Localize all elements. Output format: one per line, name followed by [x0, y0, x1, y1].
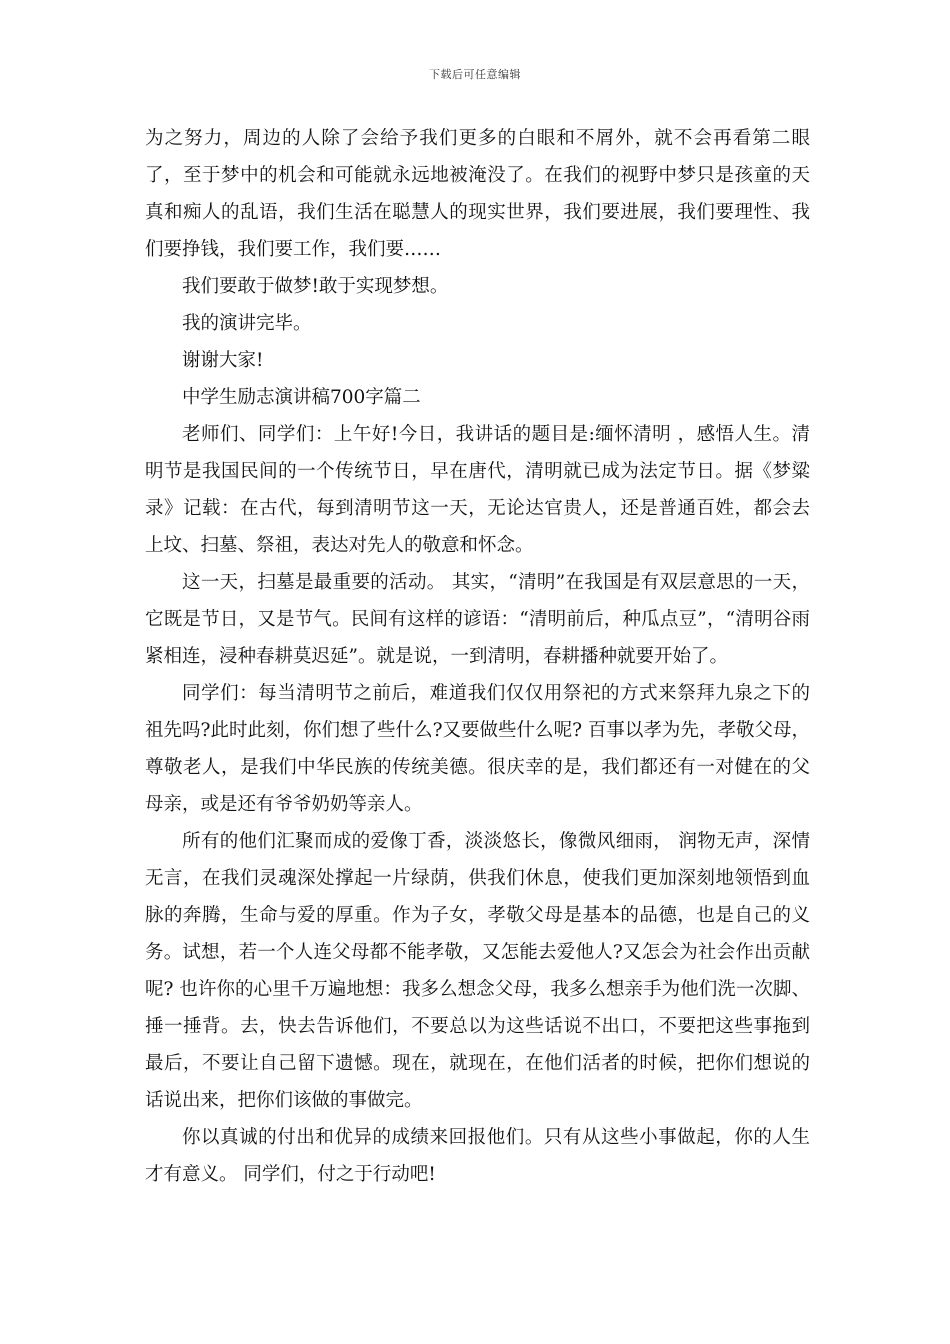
paragraph-continuation: 为之努力，周边的人除了会给予我们更多的白眼和不屑外，就不会再看第二眼了，至于梦中的机会和可能就永远地被淹没了。在我们的视野中梦只是孩童的天真和痴人的乱语，我们生活在聪慧人的现实世界，我们要进展，我们要理性、我们要挣钱，我们要工作，我们要……: [145, 128, 810, 260]
paragraph: 你以真诚的付出和优异的成绩来回报他们。只有从这些小事做起，你的人生才有意义。 同学们，付之于行动吧!: [145, 1127, 810, 1185]
paragraph: 谢谢大家!: [182, 350, 264, 371]
paragraph: 我们要敢于做梦!敢于实现梦想。: [182, 276, 449, 297]
paragraph: 这一天，扫墓是最重要的活动。 其实，“清明”在我国是有双层意思的一天，它既是节日，又是节气。民间有这样的谚语：“清明前后，种瓜点豆”，“清明谷雨紧相连，浸种春耕莫迟延”。就是说，一到清明，春耕播种就要开始了。: [145, 572, 810, 667]
header-note: 下载后可任意编辑: [429, 68, 521, 81]
paragraph: 同学们：每当清明节之前后，难道我们仅仅用祭祀的方式来祭拜九泉之下的祖先吗?此时此刻，你们想了些什么?又要做些什么呢? 百事以孝为先，孝敬父母，尊敬老人，是我们中华民族的传统美德。很庆幸的是，我们都还有一对健在的父母亲，或是还有爷爷奶奶等亲人。: [145, 683, 810, 815]
document-body: [145, 120, 810, 1193]
paragraph: 我的演讲完毕。: [182, 313, 312, 334]
paragraph: 老师们、同学们：上午好!今日，我讲话的题目是:缅怀清明 ，感悟人生。清明节是我国民间的一个传统节日，早在唐代，清明就已成为法定节日。据《梦粱录》记载：在古代，每到清明节这一天，无论达官贵人，还是普通百姓，都会去上坟、扫墓、祭祖，表达对先人的敬意和怀念。: [145, 424, 810, 556]
paragraph: 所有的他们汇聚而成的爱像丁香，淡淡悠长，像微风细雨， 润物无声，深情无言，在我们灵魂深处撑起一片绿荫，供我们休息，使我们更加深刻地领悟到血脉的奔腾，生命与爱的厚重。作为子女，孝敬父母是基本的品德，也是自己的义务。试想，若一个人连父母都不能孝敬，又怎能去爱他人?又怎会为社会作出贡献呢? 也许你的心里千万遍地想：我多么想念父母，我多么想亲手为他们洗一次脚、捶一捶背。去，快去告诉他们，不要总以为这些话说不出口，不要把这些事拖到最后，不要让自己留下遗憾。现在，就现在，在他们活者的时候，把你们想说的话说出来，把你们该做的事做完。: [145, 831, 810, 1111]
section-heading: 中学生励志演讲稿700字篇二: [182, 387, 421, 408]
